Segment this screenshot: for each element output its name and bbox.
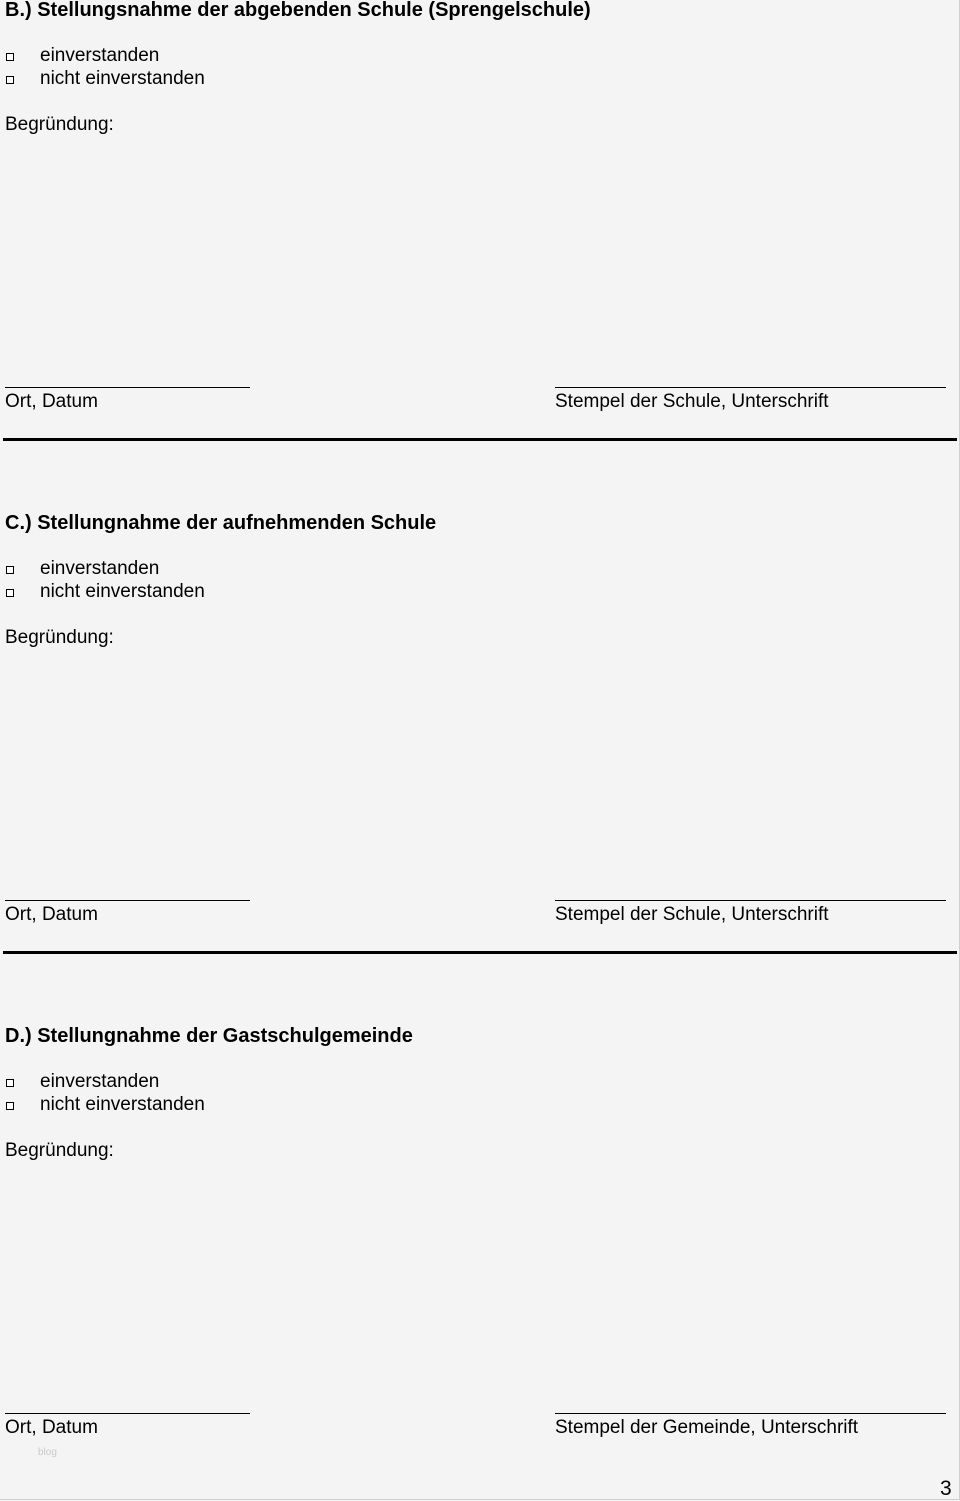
section-divider [3, 951, 957, 954]
option-agree-label: einverstanden [40, 1071, 160, 1092]
place-date-line [5, 387, 250, 388]
reason-label: Begründung: [5, 627, 114, 648]
signature-label: Stempel der Gemeinde, Unterschrift [555, 1417, 859, 1438]
option-disagree[interactable] [0, 1094, 400, 1116]
option-agree[interactable] [0, 558, 400, 580]
option-agree-label: einverstanden [40, 558, 160, 579]
place-date-label: Ort, Datum [5, 904, 98, 925]
place-date-line [5, 900, 250, 901]
reason-label: Begründung: [5, 114, 114, 135]
signature-line [555, 387, 946, 388]
checkbox-disagree[interactable] [6, 1102, 14, 1110]
option-agree[interactable] [0, 45, 400, 67]
option-agree-label: einverstanden [40, 45, 160, 66]
place-date-label: Ort, Datum [5, 391, 98, 412]
place-date-line [5, 1413, 250, 1414]
option-disagree-label: nicht einverstanden [40, 581, 205, 602]
option-disagree-label: nicht einverstanden [40, 68, 205, 89]
checkbox-agree[interactable] [6, 566, 14, 574]
page-number: 3 [940, 1477, 952, 1500]
checkbox-agree[interactable] [6, 53, 14, 61]
section-heading: B.) Stellungsnahme der abgebenden Schule (Sprengelschule) [5, 0, 591, 21]
section-heading: C.) Stellungnahme der aufnehmenden Schule [5, 512, 437, 534]
option-disagree-label: nicht einverstanden [40, 1094, 205, 1115]
signature-label: Stempel der Schule, Unterschrift [555, 391, 829, 412]
option-agree[interactable] [0, 1071, 400, 1093]
reason-label: Begründung: [5, 1140, 114, 1161]
section-divider [3, 438, 957, 441]
signature-line [555, 1413, 946, 1414]
option-disagree[interactable] [0, 581, 400, 603]
section-heading: D.) Stellungnahme der Gastschulgemeinde [5, 1025, 413, 1047]
checkbox-disagree[interactable] [6, 76, 14, 84]
signature-label: Stempel der Schule, Unterschrift [555, 904, 829, 925]
option-disagree[interactable] [0, 68, 400, 90]
checkbox-disagree[interactable] [6, 589, 14, 597]
checkbox-agree[interactable] [6, 1079, 14, 1087]
place-date-label: Ort, Datum [5, 1417, 98, 1438]
watermark: blog [38, 1447, 57, 1458]
signature-line [555, 900, 946, 901]
